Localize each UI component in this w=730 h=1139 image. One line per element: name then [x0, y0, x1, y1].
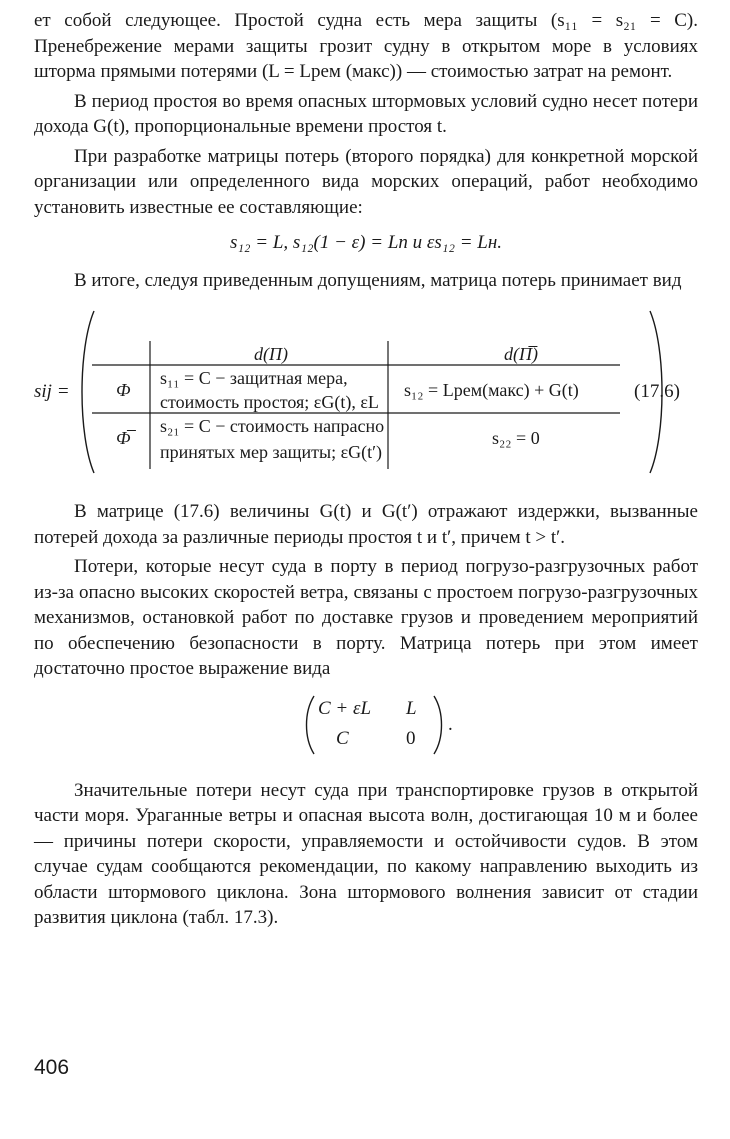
- cell-11-line2: стоимость простоя; εG(t), εL: [160, 392, 379, 412]
- matrix2-a21: C: [336, 727, 349, 749]
- row-head-2: Ф̅: [116, 428, 131, 448]
- paragraph-4: В итоге, следуя приведенным допущениям, матрица потерь принимает вид: [74, 269, 682, 291]
- cell-21-line2: принятых мер защиты; εG(t′): [160, 442, 383, 462]
- paragraph-5: В матрице (17.6) величины G(t) и G(t′) отражают издержки, вызванные потерей дохода за различные периоды простоя t и t′, причем t > t′.: [34, 501, 698, 548]
- paragraph-6: Потери, которые несут суда в порту в период погрузо-разгрузочных работ из-за опасно высоких скоростей ветра, связаны с простоем погрузо-разгрузочных механизмов, остановкой работ по доставке грузов и проведением мероприятий по обеспечению безопасности в порту. Матрица потерь при этом имеет достаточно простое выражение вида: [34, 556, 698, 679]
- paragraph-1: ет собой следующее. Простой судна есть мера защиты (s₁₁ = s₂₁ = C). Пренебрежение мерами защиты грозит судну в открытом море в условиях шторма прямыми потерями (L = Lрем (макс)) — стоимостью затрат на ремонт.: [34, 10, 698, 82]
- cell-12: s₁₂ = Lрем(макс) + G(t): [404, 380, 579, 400]
- page-number: 406: [34, 1056, 70, 1079]
- cell-11-line1: s₁₁ = C − защитная мера,: [160, 368, 348, 388]
- col-head-2: d(П̅): [504, 344, 538, 364]
- paragraph-2: В период простоя во время опасных штормовых условий судно несет потери дохода G(t), пропорциональные времени простоя t.: [34, 90, 698, 137]
- paragraph-3: При разработке матрицы потерь (второго порядка) для конкретной морской организации или определенного вида морских операций, работ необходимо установить известные ее составляющие:: [34, 145, 698, 218]
- equation-number: (17.6): [634, 381, 680, 402]
- loss-matrix-2x2: [34, 690, 698, 762]
- page-body: [34, 8, 698, 931]
- equation-components: s₁₂ = L, s₁₂(1 − ε) = Lп и εs₁₂ = Lн.: [229, 232, 503, 253]
- cell-21-line1: s₂₁ = C − стоимость напрасно: [160, 416, 385, 436]
- loss-matrix-17-6: [34, 309, 698, 479]
- matrix2-a11: C + εL: [318, 697, 372, 719]
- matrix2-a22: 0: [406, 727, 416, 749]
- matrix2-period: .: [448, 713, 453, 735]
- cell-22: s₂₂ = 0: [492, 428, 540, 448]
- matrix-lhs: sij =: [34, 381, 70, 402]
- matrix2-a12: L: [406, 697, 417, 719]
- paragraph-7: Значительные потери несут суда при транспортировке грузов в открытой части моря. Ураганные ветры и опасная высота волн, достигающая 10 м и более — причины потери скорости, управляемости и остойчивости судов. В этом случае судам сообщаются рекомендации, по какому направлению выходить из области штормового циклона. Зона штормового волнения зависит от стадии развития циклона (табл. 17.3).: [34, 779, 698, 928]
- col-head-1: d(П): [254, 344, 288, 364]
- row-head-1: Ф: [116, 380, 131, 400]
